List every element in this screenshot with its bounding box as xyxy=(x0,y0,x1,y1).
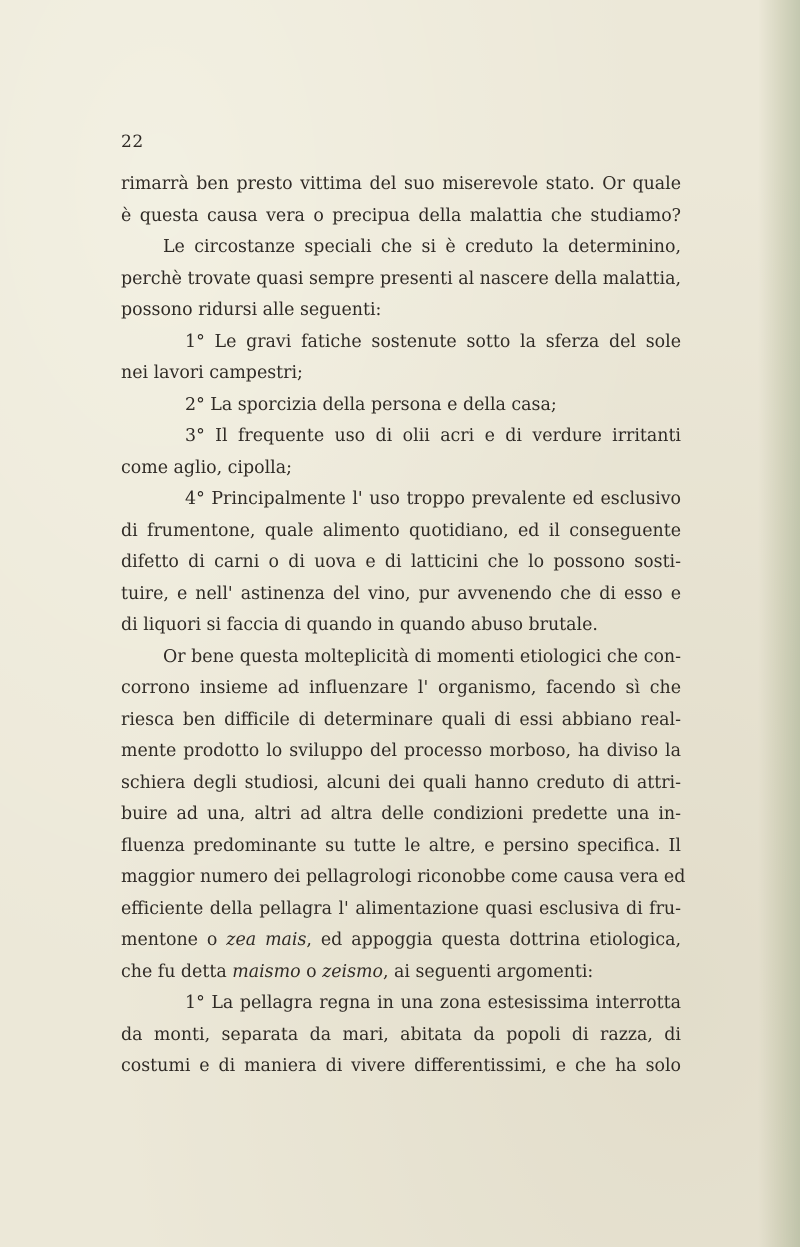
text-line: di frumentone, quale alimento quotidiano, ed il conseguente xyxy=(121,520,681,541)
text-line: riesca ben difficile di determinare quali di essi abbiano real- xyxy=(121,709,681,730)
text-line: come aglio, cipolla; xyxy=(121,457,292,478)
text-line: è questa causa vera o precipua della malattia che studiamo? xyxy=(121,205,681,226)
body-text xyxy=(121,169,686,1083)
text-line: 4° Principalmente l' uso troppo prevalente ed esclusivo xyxy=(185,489,681,509)
text-line: Le circostanze speciali che si è creduto la determinino, xyxy=(163,237,681,257)
text-line: Or bene questa molteplicità di momenti etiologici che con- xyxy=(163,646,681,667)
text-line: corrono insieme ad influenzare l' organismo, facendo sì che xyxy=(121,678,681,698)
text-line: tuire, e nell' astinenza del vino, pur avvenendo che di esso e xyxy=(121,583,681,604)
text-line-with-italic: mentone o zea mais, ed appoggia questa dottrina etiologica, xyxy=(121,930,681,950)
text-line: maggior numero dei pellagrologi riconobbe come causa vera ed xyxy=(121,867,686,887)
text-line: possono ridursi alle seguenti: xyxy=(121,300,382,320)
page-number: 22 xyxy=(121,132,144,152)
text-line: schiera degli studiosi, alcuni dei quali hanno creduto di attri- xyxy=(121,772,681,793)
text-line: costumi e di maniera di vivere differentissimi, e che ha solo xyxy=(121,1056,681,1076)
text-line: di liquori si faccia di quando in quando abuso brutale. xyxy=(121,615,598,635)
text-line: fluenza predominante su tutte le altre, e persino specifica. Il xyxy=(121,835,681,856)
text-line: mente prodotto lo sviluppo del processo morboso, ha diviso la xyxy=(121,741,681,761)
text-line: efficiente della pellagra l' alimentazione quasi esclusiva di fru- xyxy=(121,898,681,919)
text-line: buire ad una, altri ad altra delle condizioni predette una in- xyxy=(121,804,681,824)
text-line: 2° La sporcizia della persona e della casa; xyxy=(185,394,557,415)
text-line: 3° Il frequente uso di olii acri e di verdure irritanti xyxy=(185,426,681,446)
text-line: nei lavori campestri; xyxy=(121,363,303,383)
text-line: rimarrà ben presto vittima del suo miserevole stato. Or quale xyxy=(121,174,681,194)
text-line: 1° Le gravi fatiche sostenute sotto la sferza del sole xyxy=(185,331,681,352)
text-line: da monti, separata da mari, abitata da popoli di razza, di xyxy=(121,1024,681,1045)
text-line-with-italic: che fu detta maismo o zeismo, ai seguenti argomenti: xyxy=(121,961,594,982)
text-line: 1° La pellagra regna in una zona estesissima interrotta xyxy=(185,993,681,1013)
text-line: perchè trovate quasi sempre presenti al nascere della malattia, xyxy=(121,268,681,289)
text-line: difetto di carni o di uova e di latticini che lo possono sosti- xyxy=(121,552,681,572)
page-edge-shading xyxy=(758,0,800,1247)
